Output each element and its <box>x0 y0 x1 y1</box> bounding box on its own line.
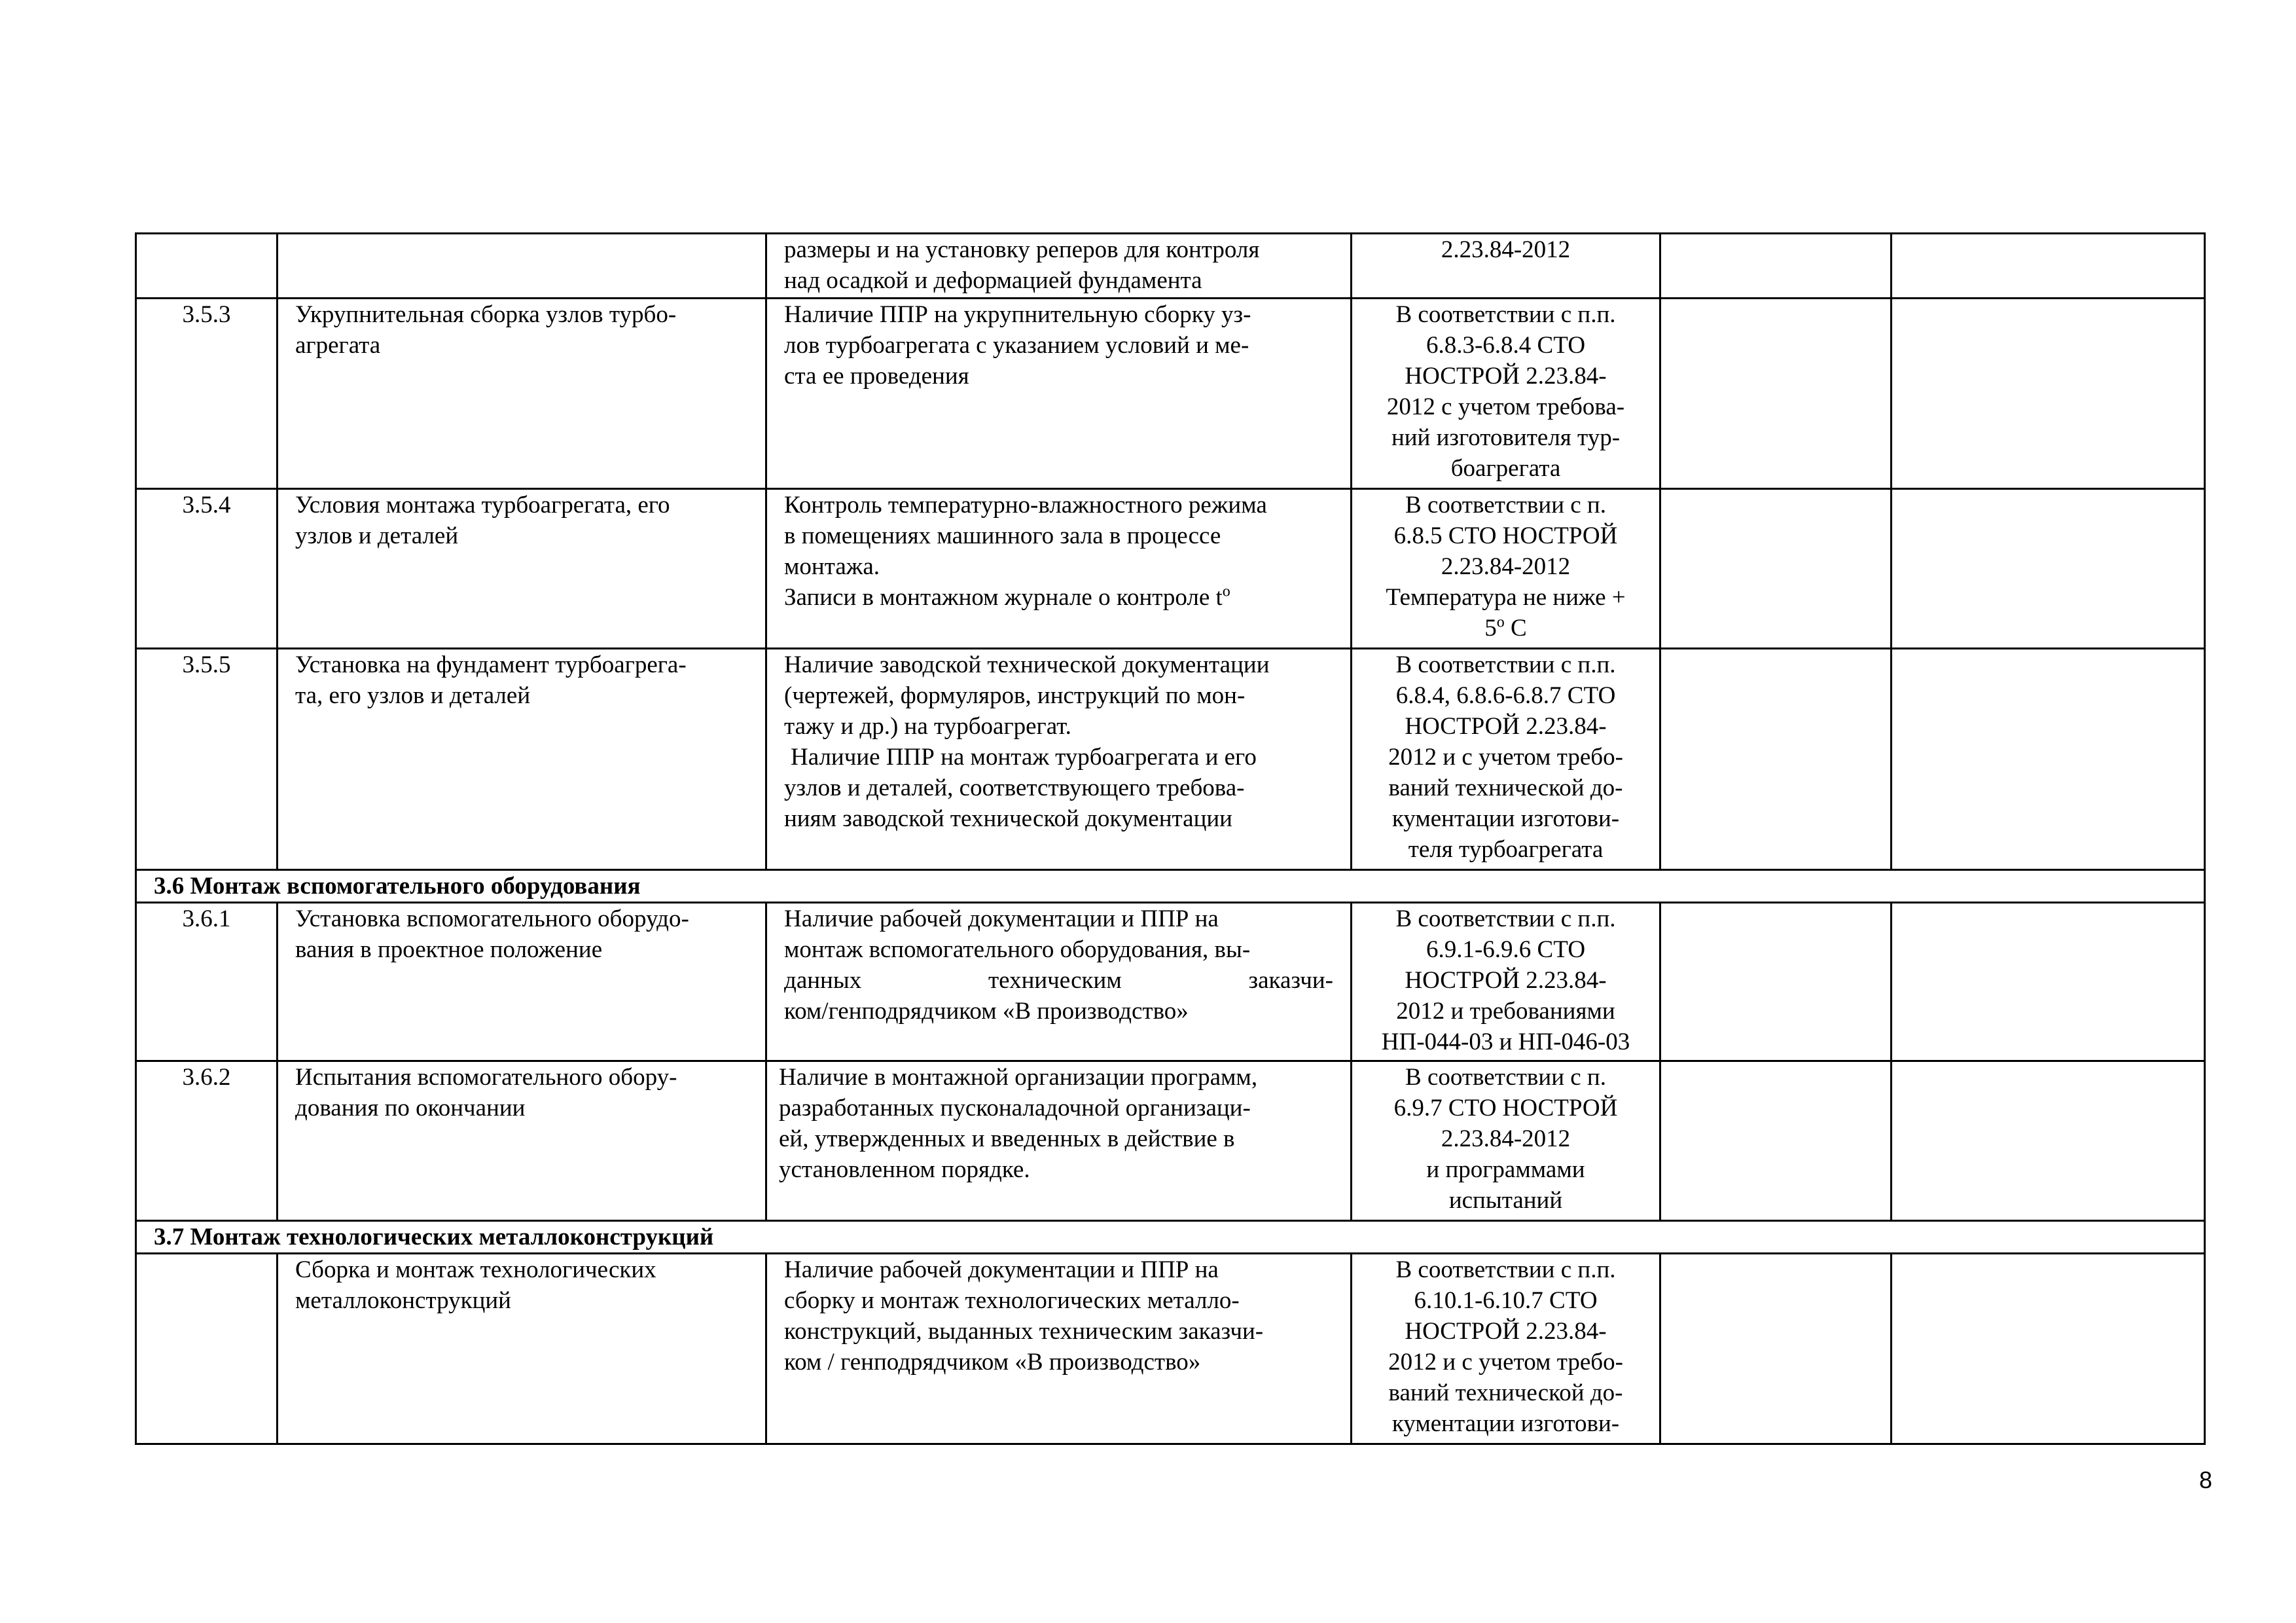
table-row <box>136 1254 2205 1444</box>
empty-cell <box>1660 299 1892 489</box>
item-cell: Сборка и монтаж технологических металлоконструкций <box>278 1254 766 1444</box>
table-row <box>136 1061 2205 1221</box>
row-number-cell <box>136 234 278 299</box>
empty-cell <box>1660 489 1892 649</box>
norm-cell: 2.23.84-2012 <box>1352 234 1660 299</box>
item-cell: Испытания вспомогательного обору- дования по окончании <box>278 1061 766 1221</box>
empty-cell <box>1892 489 2205 649</box>
empty-cell <box>1660 649 1892 870</box>
empty-cell <box>1892 234 2205 299</box>
table-row <box>136 234 2205 299</box>
item-cell: Укрупнительная сборка узлов турбо- агрегата <box>278 299 766 489</box>
row-number-cell: 3.5.4 <box>136 489 278 649</box>
row-number-cell: 3.5.5 <box>136 649 278 870</box>
table-row <box>136 299 2205 489</box>
norm-cell: В соответствии с п.п. 6.10.1-6.10.7 СТО НОСТРОЙ 2.23.84- 2012 и с учетом требо- ваний технической до- кументации изготови- <box>1352 1254 1660 1444</box>
table-row <box>136 649 2205 870</box>
row-number-cell <box>136 1254 278 1444</box>
requirement-cell: Наличие заводской технической документации (чертежей, формуляров, инструкций по мон- тажу и др.) на турбоагрегат. Наличие ППР на монтаж турбоагрегата и его узлов и деталей, соответствующего требова- ниям заводской технической документации <box>766 649 1352 870</box>
item-cell <box>278 234 766 299</box>
row-number-cell: 3.5.3 <box>136 299 278 489</box>
norm-cell: В соответствии с п.п. 6.8.3-6.8.4 СТО НОСТРОЙ 2.23.84- 2012 с учетом требова- ний изготовителя тур- боагрегата <box>1352 299 1660 489</box>
requirement-cell: Наличие в монтажной организации программ, разработанных пусконаладочной организаци- ей, утвержденных и введенных в действие в установленном порядке. <box>766 1061 1352 1221</box>
item-cell: Установка вспомогательного оборудо- вания в проектное положение <box>278 903 766 1061</box>
section-title: 3.7 Монтаж технологических металлоконструкций <box>136 1221 2205 1254</box>
norm-cell: В соответствии с п. 6.8.5 СТО НОСТРОЙ 2.23.84-2012 Температура не ниже + $5^o$ С <box>1352 489 1660 649</box>
empty-cell <box>1892 903 2205 1061</box>
requirement-cell: размеры и на установку реперов для контроля над осадкой и деформацией фундамента <box>766 234 1352 299</box>
requirement-cell: Наличие ППР на укрупнительную сборку уз- лов турбоагрегата с указанием условий и ме- ста ее проведения <box>766 299 1352 489</box>
item-cell: Установка на фундамент турбоагрега- та, его узлов и деталей <box>278 649 766 870</box>
inspection-table <box>135 232 2206 1445</box>
row-number-cell: 3.6.1 <box>136 903 278 1061</box>
table-row <box>136 903 2205 1061</box>
empty-cell <box>1892 1061 2205 1221</box>
empty-cell <box>1892 649 2205 870</box>
section-row <box>136 1221 2205 1254</box>
norm-cell: В соответствии с п.п. 6.9.1-6.9.6 СТО НОСТРОЙ 2.23.84- 2012 и требованиями НП-044-03 и НП-046-03 <box>1352 903 1660 1061</box>
empty-cell <box>1660 903 1892 1061</box>
empty-cell <box>1660 1254 1892 1444</box>
norm-cell: В соответствии с п.п. 6.8.4, 6.8.6-6.8.7 СТО НОСТРОЙ 2.23.84- 2012 и с учетом требо- ваний технической до- кументации изготови- теля турбоагрегата <box>1352 649 1660 870</box>
section-title: 3.6 Монтаж вспомогательного оборудования <box>136 870 2205 903</box>
empty-cell <box>1660 234 1892 299</box>
empty-cell <box>1660 1061 1892 1221</box>
requirement-cell: Наличие рабочей документации и ППР на монтаж вспомогательного оборудования, вы- данных техническим заказчи- ком/генподрядчиком «В производство» <box>766 903 1352 1061</box>
empty-cell <box>1892 299 2205 489</box>
section-row <box>136 870 2205 903</box>
table-row <box>136 489 2205 649</box>
item-cell: Условия монтажа турбоагрегата, его узлов и деталей <box>278 489 766 649</box>
norm-cell: В соответствии с п. 6.9.7 СТО НОСТРОЙ 2.23.84-2012 и программами испытаний <box>1352 1061 1660 1221</box>
empty-cell <box>1892 1254 2205 1444</box>
requirement-cell: Контроль температурно-влажностного режима в помещениях машинного зала в процессе монтажа. Записи в монтажном журнале о контроле $t^o$ <box>766 489 1352 649</box>
page-number: 8 <box>2198 1467 2213 1493</box>
requirement-cell: Наличие рабочей документации и ППР на сборку и монтаж технологических металло- конструкций, выданных техническим заказчи- ком / генподрядчиком «В производство» <box>766 1254 1352 1444</box>
row-number-cell: 3.6.2 <box>136 1061 278 1221</box>
